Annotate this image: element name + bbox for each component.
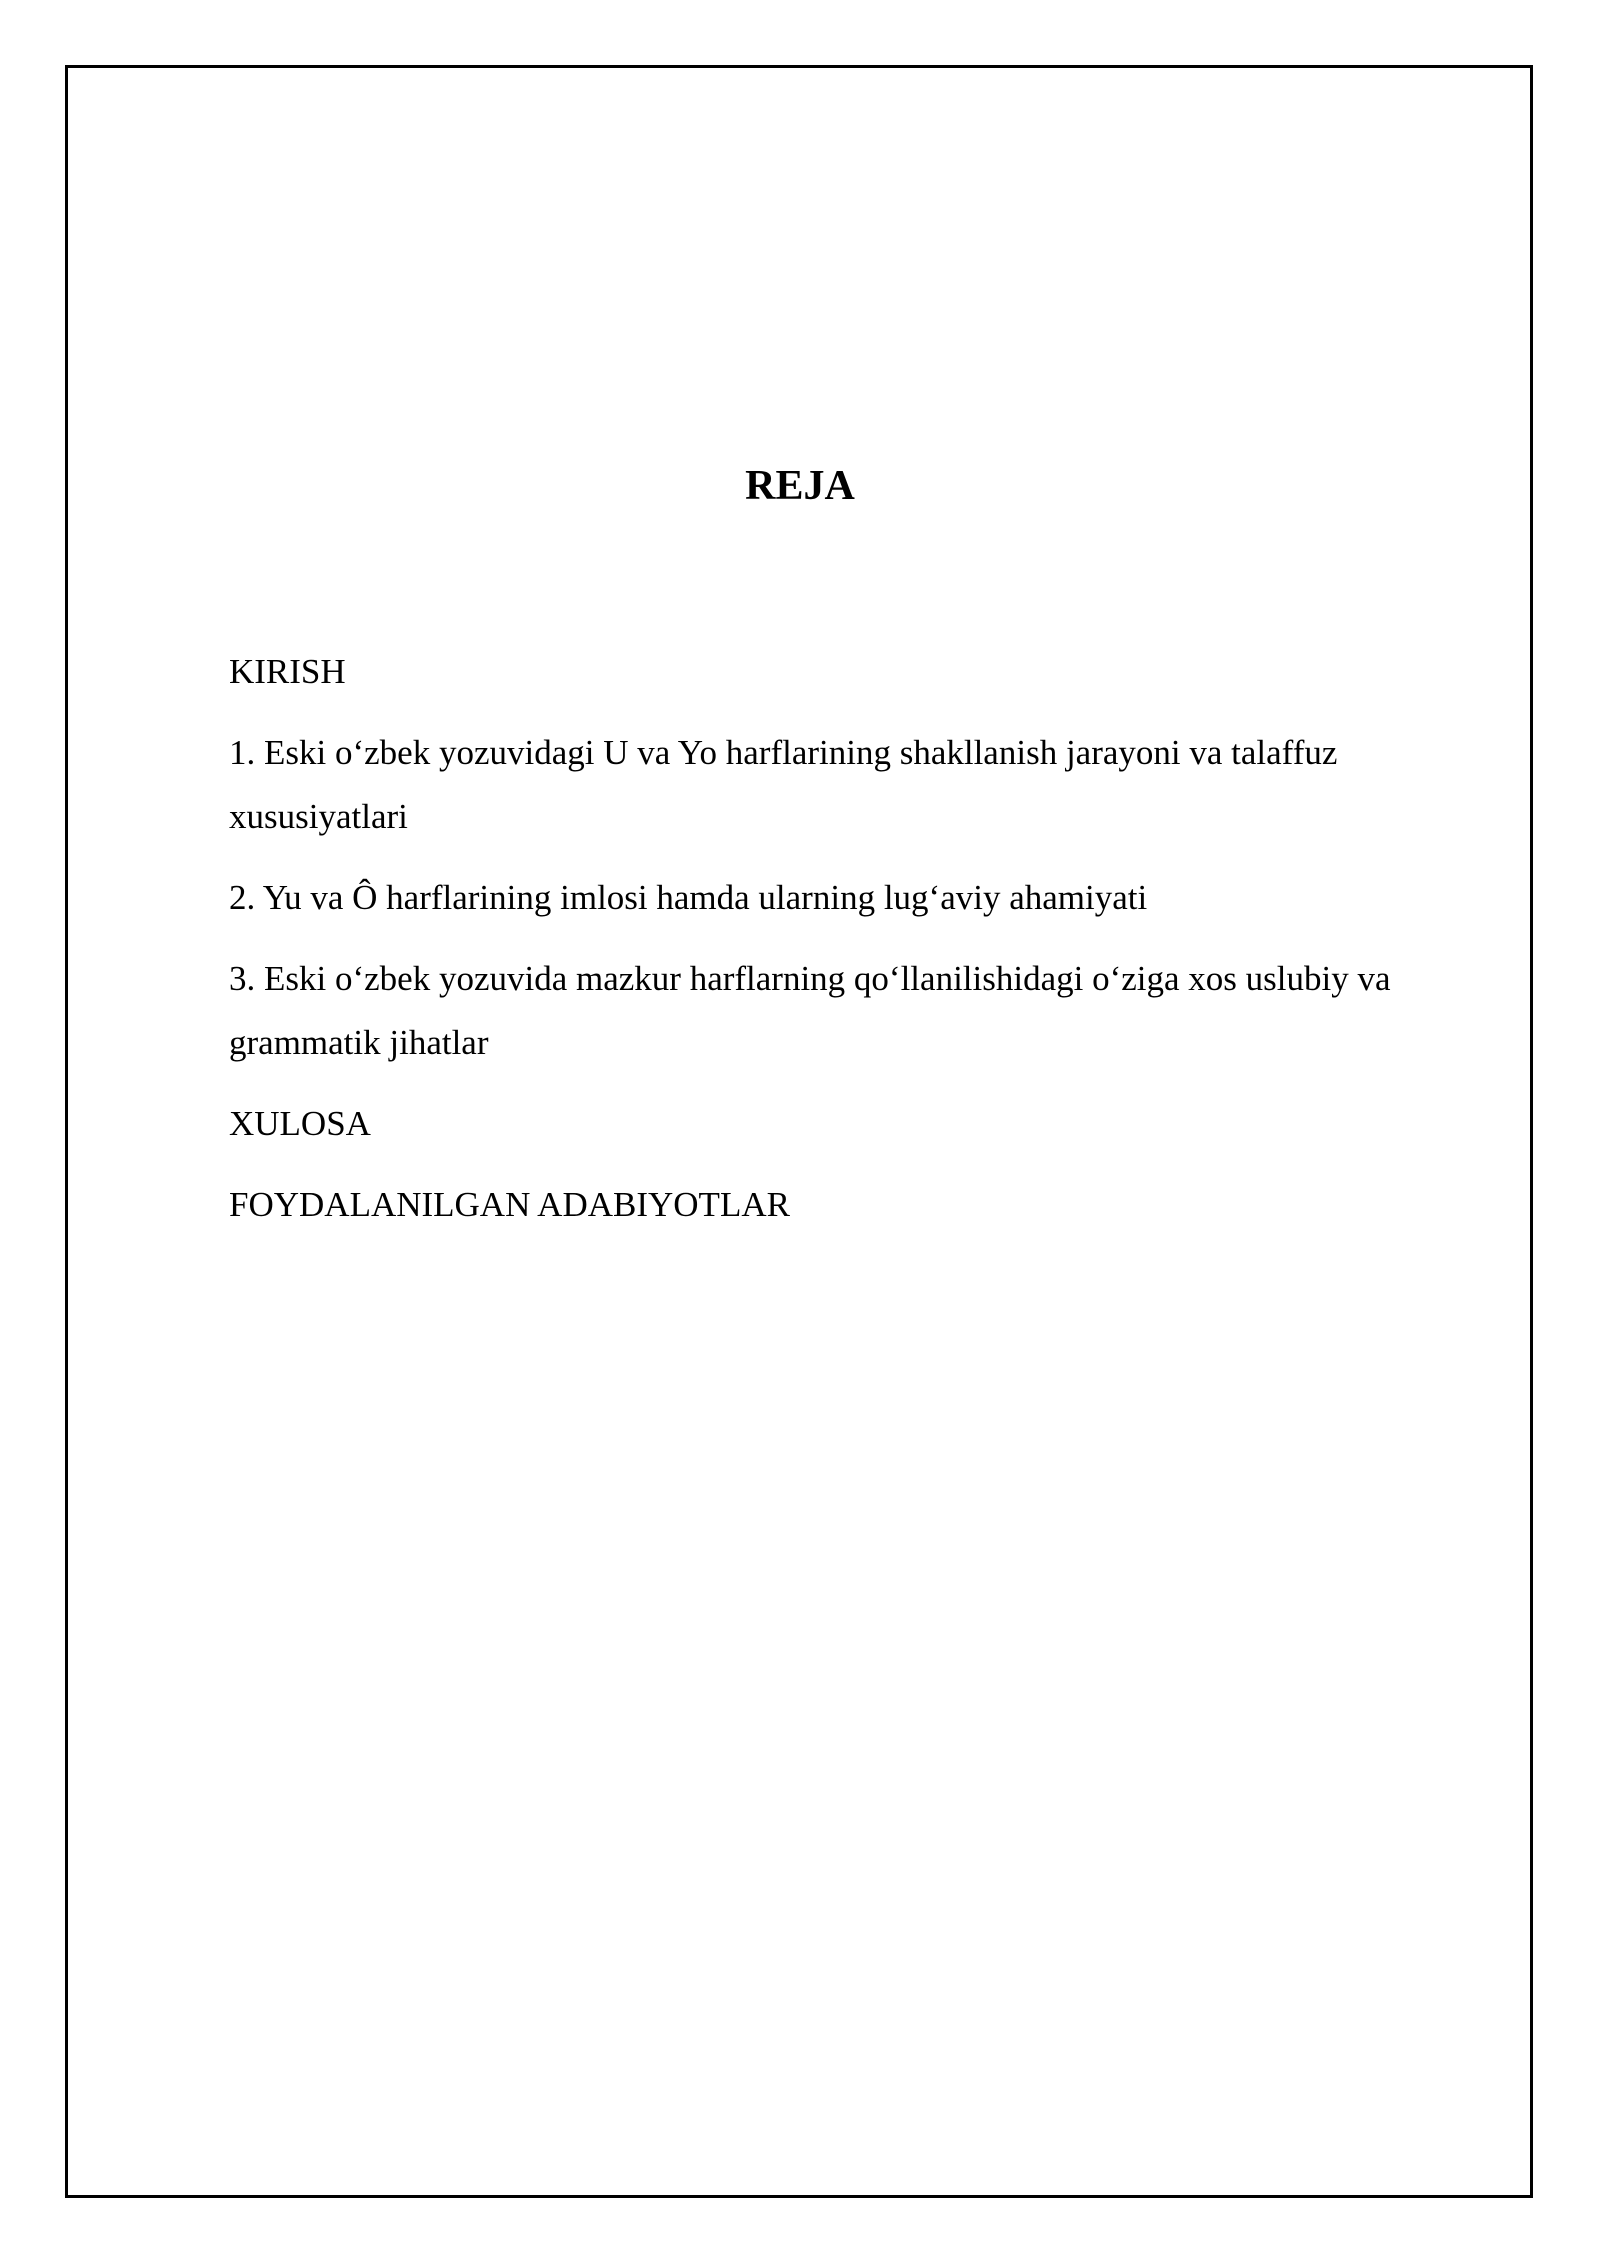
- plan-list: [229, 640, 1499, 1254]
- page-title: REJA: [745, 463, 855, 509]
- plan-item-conclusion: XULOSA: [229, 1104, 371, 1143]
- plan-item-2: 2. Yu va Ô harflarining imlosi hamda ularning lug‘aviy ahamiyati: [229, 878, 1148, 917]
- plan-item-introduction: KIRISH: [229, 652, 346, 691]
- plan-item-3: 3. Eski o‘zbek yozuvida mazkur harflarning qo‘llanilishidagi o‘ziga xos uslubiy va grammatik jihatlar: [229, 959, 1391, 1062]
- plan-item-references: FOYDALANILGAN ADABIYOTLAR: [229, 1185, 790, 1224]
- plan-item-1: 1. Eski o‘zbek yozuvidagi U va Yo harflarining shakllanish jarayoni va talaffuz xususiyatlari: [229, 733, 1338, 836]
